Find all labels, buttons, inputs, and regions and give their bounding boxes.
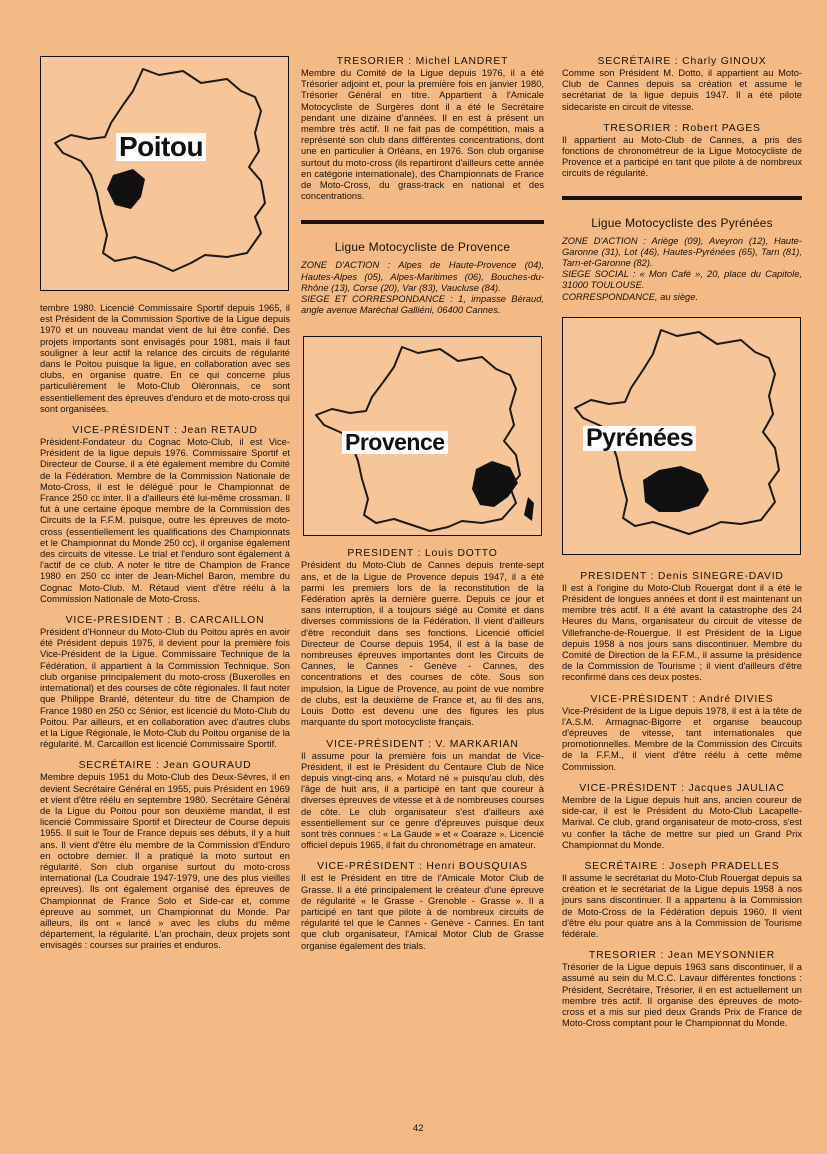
column-middle: [301, 56, 544, 952]
heading-vice-president-divies: VICE-PRÉSIDENT : André DIVIES: [590, 693, 774, 705]
map-label-provence: Provence: [342, 431, 448, 454]
zone-action-pyrenees: ZONE D'ACTION : Ariège (09), Aveyron (12), Haute-Garonne (31), Lot (46), Hautes-Pyrénées (65), Tarn (81), Tarn-et-Garonne (82).: [562, 235, 802, 269]
poitou-map: [40, 56, 289, 291]
paragraph-markarian: Il assume pour la première fois un mandat de Vice-Président, il est le Président du Centaure Club de Nice depuis vingt-cinq ans. « Motard né » puisqu'au club, dès l'âge de huit ans, il a participé en tant que coureur à diverses épreuves de vitesse et à de nombreuses courses de côte. Le club organisateur s'est d'ailleurs axé essentiellement sur ce genre d'épreuves puisque deux sont très connues : « La Gaude » et « Coaraze ». Licencié officiel depuis 1965, il fait du chronométrage en amateur.: [301, 750, 544, 851]
heading-vice-president-bousquias: VICE-PRÉSIDENT : Henri BOUSQUIAS: [317, 861, 528, 873]
heading-secretaire-pradelles: SECRÉTAIRE : Joseph PRADELLES: [584, 860, 780, 872]
paragraph-pradelles: Il assume le secrétariat du Moto-Club Rouergat depuis sa création et le secrétariat de la Ligue depuis 1958 à nos jours sans discontinuer. Il a appartenu à la Commission de Moto-Cross de la Fédération depuis 1960. Il vient d'être élu pour quatre ans à la Commission de Tourisme fédérale.: [562, 872, 802, 939]
column-right: [562, 56, 802, 1029]
map-label-pyrenees: Pyrénées: [583, 426, 696, 451]
league-title-pyrenees: Ligue Motocycliste des Pyrénées: [591, 215, 773, 230]
paragraph-sinegre-david: Il est à l'origine du Moto-Club Rouergat dont il a été le Président de longues années et dont il est maintenant un membre très actif. Il a été avant la catastrophe des 24 Heures du Mans, organisateur du circuit de vitesse de Villefranche-de-Rouergue. Il est Président de la Ligue depuis 1958 à nos jours sans discontinuer. Membre du Comité de Direction de la F.F.M., il assume la présidence de la Commission de Tourisme ; il vient d'ailleurs d'être reconfirmé dans ces deux postes.: [562, 582, 802, 683]
zone-action-provence: ZONE D'ACTION : Alpes de Haute-Provence (04), Hautes-Alpes (05), Alpes-Maritimes (06), Bouches-du-Rhône (13), Corse (20), Var (83), Vaucluse (84).: [301, 260, 544, 293]
page-number: 42: [413, 1123, 424, 1134]
heading-tresorier-pages: TRESORIER : Robert PAGES: [603, 122, 761, 134]
correspondance-pyrenees: CORRESPONDANCE, au siège.: [562, 291, 699, 302]
paragraph-gouraud: Membre depuis 1951 du Moto-Club des Deux-Sèvres, il en devient Secrétaire Général en 1955, puis Président en 1969 et vient d'être réélu en septembre 1980. Secrétaire Général de la Ligue du Poitou pour son deuxième mandat, il est licencié Commissaire Sportif et Directeur de Course depuis 1955. Il suit le Tour de France depuis ses débuts, il y a huit ans. Il vient d'être élu membre de la Commission d'Enduro en octobre dernier. Il a pratiqué la moto surtout en régularité. Son club organise surtout du moto-cross international (La Coudraie 1947-1979, une des plus vieilles épreuves). Ils ont également organisé des épreuves de Championnat de France Solo et Side-car et, comme épreuve au sommet, un Championnat du Monde. Par ailleurs, ils ont « lancé » avec les clubs du même département, la régularité. L'an prochain, deux projets sont envisagés : courses sur prairies et enduros.: [40, 772, 290, 951]
paragraph-bousquias: Il est le Président en titre de l'Amicale Motor Club de Grasse. Il a été principalement le créateur d'une épreuve de régularité « le Grasse - Grenoble - Grasse ». Il a participé en tant que pilote à de nombreux circuits de régularité tel que le Cannes - Genève - Cannes. En tant que club organisateur, l'Amical Motor Club de Grasse organise également des trials.: [301, 873, 544, 951]
heading-president-sinegre-david: PRESIDENT : Denis SINEGRE-DAVID: [580, 570, 784, 582]
paragraph-retaud: Président-Fondateur du Cognac Moto-Club, il est Vice-Président de la ligue depuis 1976. Commissaire Sportif et Directeur de Course, il a été également membre du Comité de la Fédération. Membre de la Commission Nationale de Moto-Cross, il est le délégué pour le Championnat de France 250 cc inter. Il a d'ailleurs été lui-même crossman. Il fut à une certaine époque membre de la Commission des Circuits de la F.F.M. puisque, outre les épreuves de moto-cross (essentiellement les qualifications des Championnats et le Championnat du Monde 250 cc), il organise également des circuits de vitesse. Le trial et l'enduro sont également à l'actif de ce club. A noter le titre de Champion de France 1980 en 250 cc inter de Jean-Michel Baron, membre du Cognac Moto-Club. M. Rétaud vient d'être réélu à la Commission Nationale de Moto-Cross.: [40, 437, 290, 604]
heading-secretaire-ginoux: SECRÉTAIRE : Charly GINOUX: [597, 56, 767, 67]
siege-provence: SIEGE ET CORRESPONDANCE : 1, impasse Béraud, angle avenue Maréchal Galliéni, 06400 Cannes.: [301, 294, 544, 316]
paragraph-divies: Vice-Président de la Ligue depuis 1978, il est à la tête de l'A.S.M. Armagnac-Bigorre et organise beaucoup d'épreuves de vitesse, tant internationales que promotionnelles. Membre de la Commission des Circuits de la F.F.M., il vient d'être réélu à cette même Commission.: [562, 705, 802, 772]
paragraph-pages: Il appartient au Moto-Club de Cannes, a pris des fonctions de chronométreur de la Ligue Motocycliste de Provence et a participé en tant que pilote à de nombreux circuits de régularité.: [562, 134, 802, 179]
heading-vice-president-carcaillon: VICE-PRESIDENT : B. CARCAILLON: [65, 615, 265, 627]
paragraph-carcaillon: Président d'Honneur du Moto-Club du Poitou après en avoir été Président depuis 1975, il devient pour la première fois Vice-Président de la Ligue. Commissaire Technique de la Fédération, il appartient à la Commission Technique. Son club organise principalement du moto-cross (Buxerolles en international) et des courses de côte régionales. Il faut noter que Philippe Branlé, détenteur du titre de Champion de France 1980 en 250 cc Sénior, est licencié du Moto-Club du Poitou. Par ailleurs, et en collaboration avec d'autres clubs et la Ligue Régionale, le Moto-Club du Poitou organise de la régularité. M. Carcaillon est licencié Commissaire Sportif.: [40, 627, 290, 750]
siege-pyrenees: SIEGE SOCIAL : « Mon Café », 20, place du Capitole, 31000 TOULOUSE.: [562, 269, 802, 291]
heading-tresorier-meysonnier: TRESORIER : Jean MEYSONNIER: [588, 950, 776, 962]
intro-paragraph: tembre 1980. Licencié Commissaire Sportif depuis 1965, il est Président de la Commission Sportive de la Ligue depuis 1970 et un nouveau mandat vient de lui être confié. Des projets importants sont envisagés pour 1981, mais il faut souligner à leur actif la relance des circuits de régularité dans le Poitou puisque la ligue, en collaboration avec ses clubs, en organise quatre. En ce qui concerne plus particulièrement le Moto-Club Oléronnais, ce sont essentiellement des épreuves d'enduro et de moto-cross qui sont organisées.: [40, 303, 290, 414]
paragraph-jauliac: Membre de la Ligue depuis huit ans, ancien coureur de side-car, il est le Président du Moto-Club Lacapelle-Marival. Ce club, grand organisateur de moto-cross, s'est vu confier la tâche de mettre sur pied un Grand Prix Championnat du Monde.: [562, 794, 802, 850]
column-left: [40, 56, 290, 952]
heading-tresorier-landret: TRESORIER : Michel LANDRET: [336, 56, 509, 67]
heading-president-dotto: PRESIDENT : Louis DOTTO: [347, 548, 498, 560]
heading-vice-president-markarian: VICE-PRÉSIDENT : V. MARKARIAN: [326, 738, 519, 750]
league-title-provence: Ligue Motocycliste de Provence: [334, 240, 511, 255]
heading-vice-president-jauliac: VICE-PRÉSIDENT : Jacques JAULIAC: [579, 782, 785, 794]
france-outline-icon: [41, 57, 288, 290]
map-label-poitou: Poitou: [116, 133, 206, 161]
paragraph-ginoux: Comme son Président M. Dotto, il appartient au Moto-Club de Cannes depuis sa création et assume le secrétariat de la ligue depuis 1947. Il a été pilote sidecariste en circuit de vitesse.: [562, 68, 802, 112]
provence-map: [303, 336, 542, 536]
paragraph-meysonnier: Trésorier de la Ligue depuis 1963 sans discontinuer, il a assumé au sein du M.C.C. Lavaur différentes fonctions : Président, Secrétaire, Trésorier, il en est actuellement un membre très actif. Il organise des épreuves de moto-cross et a mis sur pied deux Grands Prix de France de Moto-Cross comptant pour le Championnat du Monde.: [562, 962, 802, 1029]
pyrenees-map: [562, 317, 801, 555]
heading-secretaire-gouraud: SECRÉTAIRE : Jean GOURAUD: [78, 760, 252, 772]
paragraph-landret: Membre du Comité de la Ligue depuis 1976, il a été Trésorier adjoint et, pour la première fois en janvier 1980, Trésorier Général en titre. Appartient à l'Amicale Motocycliste de Surgères dont il a été le Secrétaire pendant une dizaine d'années. Il en est à présent un membre très actif. Il ne fait pas de compétition, mais a représenté son club dans différentes concentrations, dont une en particulier à Orléans, en 1976. Son club organise surtout du moto-cross (ils repartiront d'ailleurs cette année en catégorie internationale), des Championnats de France de Moto-Cross, du grass-track en national et des concentrations.: [301, 68, 544, 202]
paragraph-dotto: Président du Moto-Club de Cannes depuis trente-sept ans, et de la Ligue de Provence depuis 1947, il a été parmi les premiers lors de la reconstitution de la Fédération après la dernière guerre. Depuis ce jour et sans interruption, il a toujours siégé au Comité et dans diverses commissions de la Fédération. Il vient d'ailleurs d'être reconduit dans ses fonctions. Licencié officiel Directeur de Course depuis 1954, il est à la base de nombreuses épreuves importantes dont les Circuits de Cannes, le Cannes - Genève - Cannes, des concentrations et des courses de côte. Sous son impulsion, la Ligue de Provence, au point de vue nombre de clubs, est la deuxième de France et, au fil des ans, Louis Dotto est devenu une des figures les plus marquante du sport motocycliste français.: [301, 560, 544, 728]
heading-vice-president-retaud: VICE-PRÉSIDENT : Jean RETAUD: [72, 425, 258, 437]
